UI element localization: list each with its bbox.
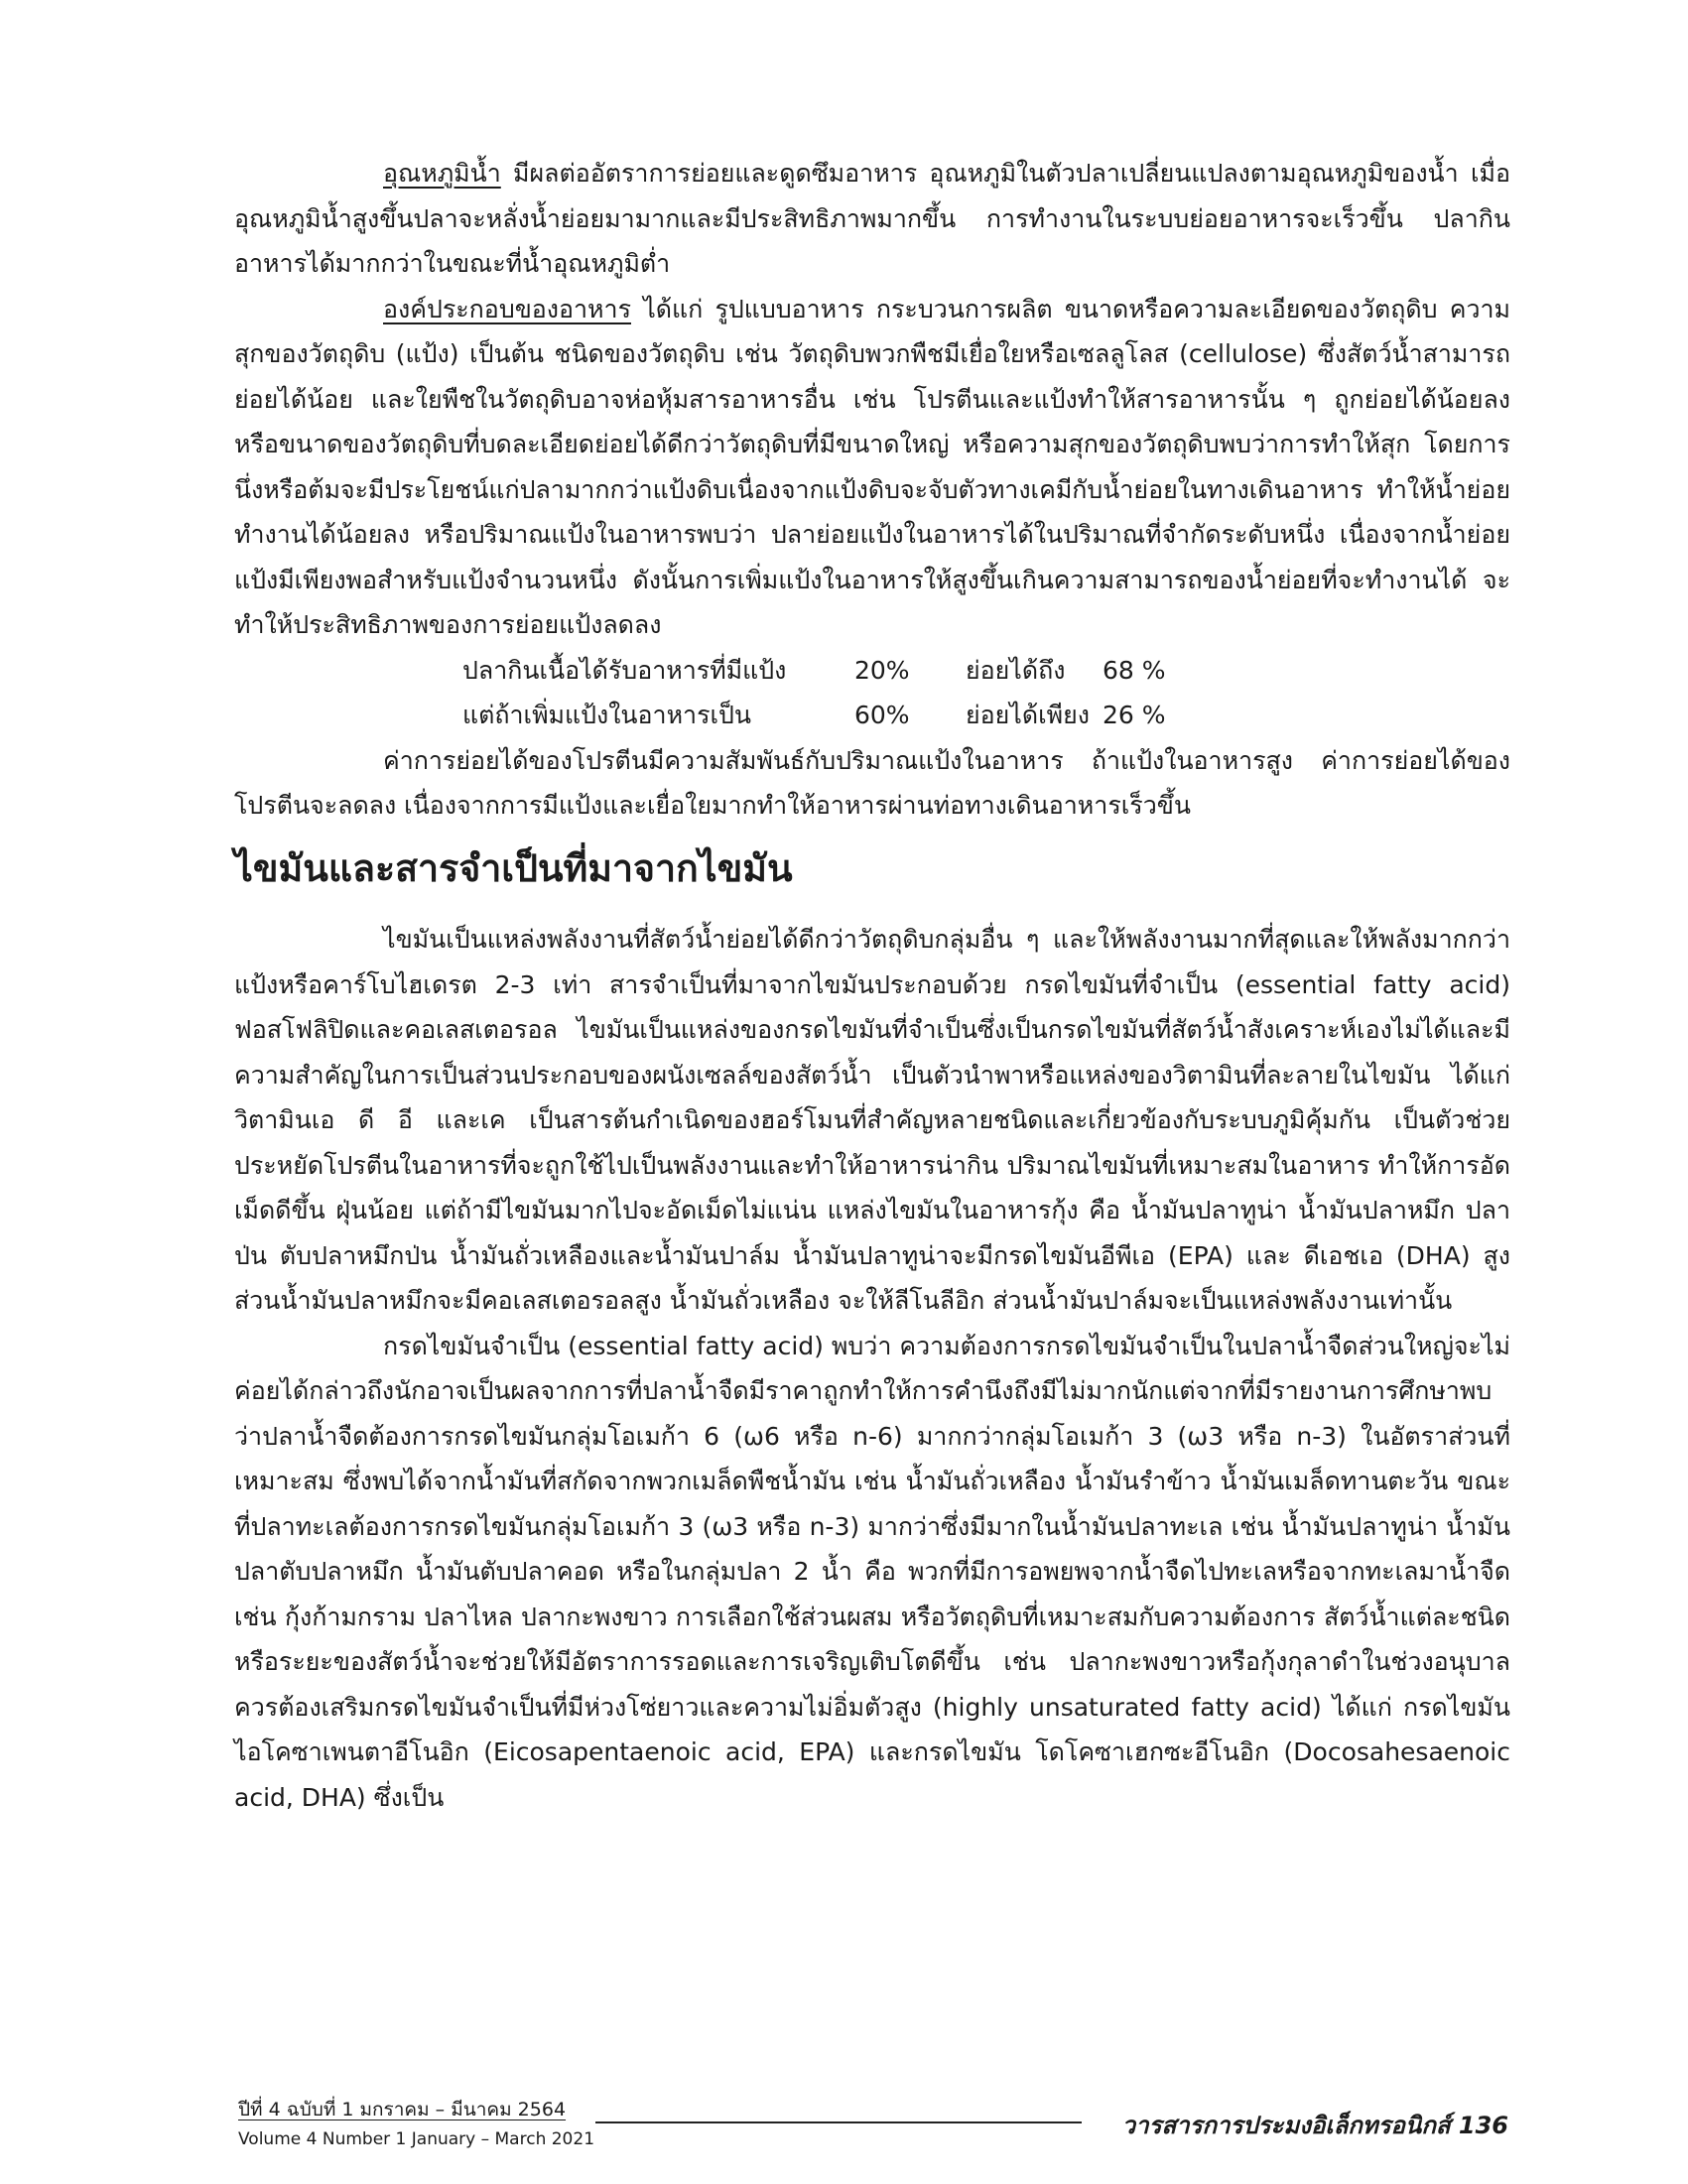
stats-label: แต่ถ้าเพิ่มแป้งในอาหารเป็น [462,701,752,729]
paragraph-text: มีผลต่ออัตราการย่อยและดูดซึมอาหาร อุณหภูมิในตัวปลาเปลี่ยนแปลงตามอุณหภูมิของน้ำ เมื่ออุณหภูมิน้ำสูงขึ้นปลาจะหลั่งน้ำย่อยมามากและมีประสิทธิภาพมากขึ้น การทำงานในระบบย่อยอาหารจะเร็วขึ้น ปลากินอาหารได้มากกว่าในขณะที่น้ำอุณหภูมิต่ำ [234,159,1510,278]
journal-title: วารสารการประมงอิเล็กทรอนิกส์ [1121,2112,1451,2139]
footer-english-issue: Volume 4 Number 1 January – March 2021 [238,2129,595,2149]
stats-percent: 60% [854,701,910,729]
page-number: 136 [1458,2112,1508,2139]
paragraph-essential-fatty-acids: กรดไขมันจำเป็น (essential fatty acid) พบว่า ความต้องการกรดไขมันจำเป็นในปลาน้ำจืดส่วนใหญ่จะไม่ค่อยได้กล่าวถึงนักอาจเป็นผลจากการที่ปลาน้ำจืดมีราคาถูกทำให้การคำนึงถึงมีไม่มากนักแต่จากที่มีรายงานการศึกษาพบว่าปลาน้ำจืดต้องการกรดไขมันกลุ่มโอเมก้า 6 (ω6 หรือ n-6) มากกว่ากลุ่มโอเมก้า 3 (ω3 หรือ n-3) ในอัตราส่วนที่เหมาะสม ซึ่งพบได้จากน้ำมันที่สกัดจากพวกเมล็ดพืชน้ำมัน เช่น น้ำมันถั่วเหลือง น้ำมันรำข้าว น้ำมันเมล็ดทานตะวัน ขณะที่ปลาทะเลต้องการกรดไขมันกลุ่มโอเมก้า 3 (ω3 หรือ n-3) มากว่าซึ่งมีมากในน้ำมันปลาทะเล เช่น น้ำมันปลาทูน่า น้ำมันปลาตับปลาหมึก น้ำมันตับปลาคอด หรือในกลุ่มปลา 2 น้ำ คือ พวกที่มีการอพยพจากน้ำจืดไปทะเลหรือจากทะเลมาน้ำจืด เช่น กุ้งก้ามกราม ปลาไหล ปลากะพงขาว การเลือกใช้ส่วนผสม หรือวัตถุดิบที่เหมาะสมกับความต้องการ สัตว์น้ำแต่ละชนิดหรือระยะของสัตว์น้ำจะช่วยให้มีอัตราการรอดและการเจริญเติบโตดีขึ้น เช่น ปลากะพงขาวหรือกุ้งกุลาดำในช่วงอนุบาล ควรต้องเสริมกรดไขมันจำเป็นที่มีห่วงโซ่ยาวและความไม่อิ่มตัวสูง (highly unsaturated fatty acid) ได้แก่ กรดไขมันไอโคซาเพนตาอีโนอิก (Eicosapentaenoic acid, EPA) และกรดไขมัน โดโคซาเฮกซะอีโนอิก (Docosahesaenoic acid, DHA) ซึ่งเป็น [234,1331,1510,1812]
footer-journal-info [1092,2106,1508,2144]
paragraph-fats: ไขมันเป็นแหล่งพลังงานที่สัตว์น้ำย่อยได้ดีกว่าวัตถุดิบกลุ่มอื่น ๆ และให้พลังงานมากที่สุดและให้พลังมากกว่าแป้งหรือคาร์โบไฮเดรต 2-3 เท่า สารจำเป็นที่มาจากไขมันประกอบด้วย กรดไขมันที่จำเป็น (essential fatty acid) ฟอสโฟลิปิดและคอเลสเตอรอล ไขมันเป็นแหล่งของกรดไขมันที่จำเป็นซึ่งเป็นกรดไขมันที่สัตว์น้ำสังเคราะห์เองไม่ได้และมีความสำคัญในการเป็นส่วนประกอบของผนังเซลล์ของสัตว์น้ำ เป็นตัวนำพาหรือแหล่งของวิตามินที่ละลายในไขมัน ได้แก่ วิตามินเอ ดี อี และเค เป็นสารต้นกำเนิดของฮอร์โมนที่สำคัญหลายชนิดและเกี่ยวข้องกับระบบภูมิคุ้มกัน เป็นตัวช่วยประหยัดโปรตีนในอาหารที่จะถูกใช้ไปเป็นพลังงานและทำให้อาหารน่ากิน ปริมาณไขมันที่เหมาะสมในอาหาร ทำให้การอัดเม็ดดีขึ้น ฝุ่นน้อย แต่ถ้ามีไขมันมากไปจะอัดเม็ดไม่แน่น แหล่งไขมันในอาหารกุ้ง คือ น้ำมันปลาทูน่า น้ำมันปลาหมึก ปลาป่น ตับปลาหมึกป่น น้ำมันถั่วเหลืองและน้ำมันปาล์ม น้ำมันปลาทูน่าจะมีกรดไขมันอีพีเอ (EPA) และ ดีเอชเอ (DHA) สูง ส่วนน้ำมันปลาหมึกจะมีคอเลสเตอรอลสูง น้ำมันถั่วเหลือง จะให้ลีโนลีอิก ส่วนน้ำมันปาล์มจะเป็นแหล่งพลังงานเท่านั้น [234,925,1510,1315]
paragraph-text: ได้แก่ รูปแบบอาหาร กระบวนการผลิต ขนาดหรือความละเอียดของวัตถุดิบ ความสุกของวัตถุดิบ (แป้ง) เป็นต้น ชนิดของวัตถุดิบ เช่น วัตถุดิบพวกพืชมีเยื่อใยหรือเซลลูโลส (cellulose) ซึ่งสัตว์น้ำสามารถย่อยได้น้อย และใยพืชในวัตถุดิบอาจห่อหุ้มสารอาหารอื่น เช่น โปรตีนและแป้งทำให้สารอาหารนั้น ๆ ถูกย่อยได้น้อยลง หรือขนาดของวัตถุดิบที่บดละเอียดย่อยได้ดีกว่าวัตถุดิบที่มีขนาดใหญ่ หรือความสุกของวัตถุดิบพบว่าการทำให้สุก โดยการนึ่งหรือต้มจะมีประโยชน์แก่ปลามากกว่าแป้งดิบเนื่องจากแป้งดิบจะจับตัวทางเคมีกับน้ำย่อยในทางเดินอาหาร ทำให้น้ำย่อยทำงานได้น้อยลง หรือปริมาณแป้งในอาหารพบว่า ปลาย่อยแป้งในอาหารได้ในปริมาณที่จำกัดระดับหนึ่ง เนื่องจากน้ำย่อยแป้งมีเพียงพอสำหรับแป้งจำนวนหนึ่ง ดังนั้นการเพิ่มแป้งในอาหารให้สูงขึ้นเกินความสามารถของน้ำย่อยที่จะทำงานได้ จะทำให้ประสิทธิภาพของการย่อยแป้งลดลง [234,294,1510,639]
stats-result: 26 % [1103,701,1166,729]
paragraph-feed-composition [234,287,1510,648]
stats-verb: ย่อยได้ถึง [966,655,1066,685]
footer-thai-issue: ปีที่ 4 ฉบับที่ 1 มกราคม – มีนาคม 2564 [238,2099,567,2120]
stats-verb: ย่อยได้เพียง [966,701,1090,729]
stats-result: 68 % [1103,655,1166,685]
stats-label: ปลากินเนื้อได้รับอาหารที่มีแป้ง [462,655,787,685]
paragraph-protein-digestibility: ค่าการย่อยได้ของโปรตีนมีความสัมพันธ์กับปริมาณแป้งในอาหาร ถ้าแป้งในอาหารสูง ค่าการย่อยได้ของโปรตีนจะลดลง เนื่องจากการมีแป้งและเยื่อใยมากทำให้อาหารผ่านท่อทางเดินอาหารเร็วขึ้น [234,745,1510,820]
paragraph-water-temperature [234,151,1510,287]
body-text [234,151,1510,1820]
stats-row [234,648,1510,694]
footer-issue-info [238,2097,594,2152]
starch-digestibility-stats [234,648,1510,738]
term-water-temperature: อุณหภูมิน้ำ [383,159,501,188]
footer-divider [595,2121,1082,2123]
term-feed-composition: องค์ประกอบของอาหาร [383,294,631,323]
section-heading: ไขมันและสารจำเป็นที่มาจากไขมัน [234,845,793,890]
stats-percent: 20% [854,655,910,685]
stats-row [234,693,1510,738]
